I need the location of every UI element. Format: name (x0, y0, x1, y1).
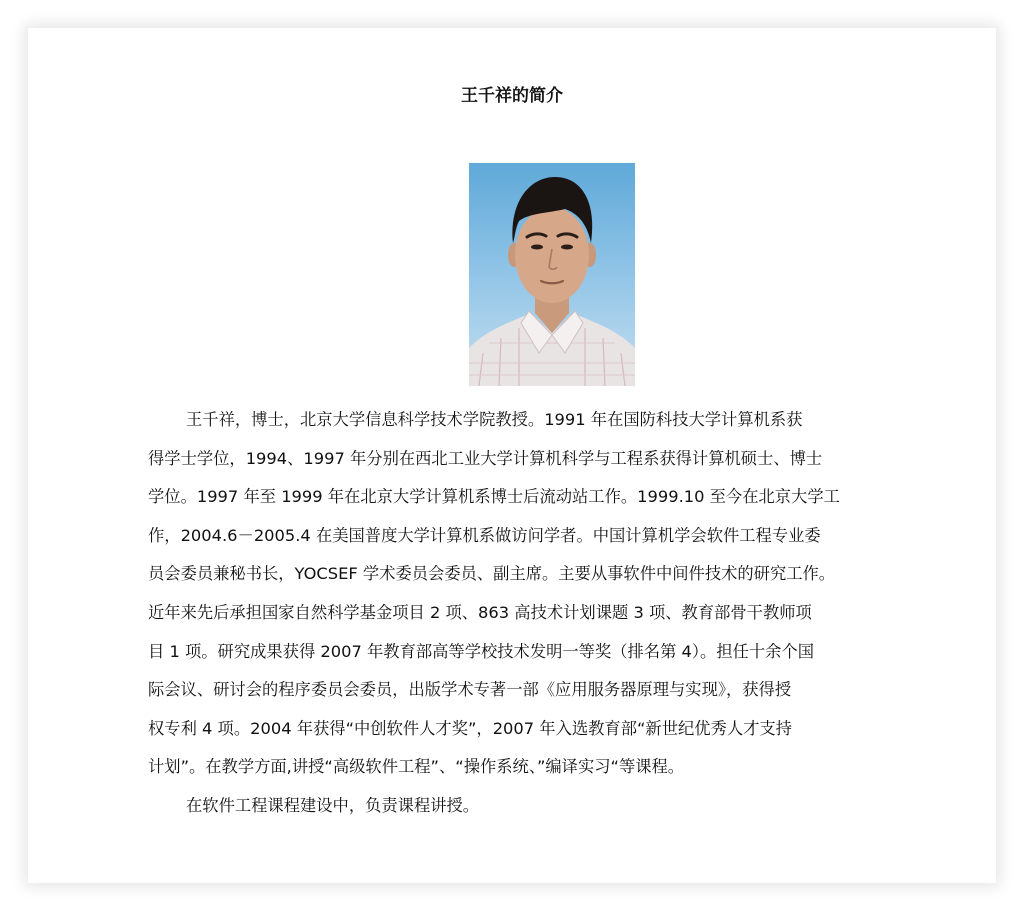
text-line: 计划”。在教学方面,讲授“高级软件工程”、“操作系统、”编译实习“等课程。 (148, 757, 685, 777)
portrait-photo (469, 163, 635, 386)
text-line: 权专利 4 项。2004 年获得“中创软件人才奖”，2007 年入选教育部“新世纪优秀人才支持 (148, 718, 792, 738)
document-title: 王千祥的简介 (461, 86, 563, 106)
document-page (28, 28, 996, 883)
text-line: 王千祥，博士，北京大学信息科学技术学院教授。1991 年在国防科技大学计算机系获 (186, 410, 803, 429)
text-line: 得学士学位，1994、1997 年分别在西北工业大学计算机科学与工程系获得计算机硕士、博士 (148, 448, 823, 468)
text-line: 作，2004.6－2005.4 在美国普度大学计算机系做访问学者。中国计算机学会软件工程专业委 (148, 525, 821, 545)
paragraph-1 (148, 401, 930, 787)
text-line: 学位。1997 年至 1999 年在北京大学计算机系博士后流动站工作。1999.10 至今在北京大学工 (148, 487, 840, 507)
text-line: 际会议、研讨会的程序委员会委员，出版学术专著一部《应用服务器原理与实现》，获得授 (148, 680, 792, 700)
text-line: 近年来先后承担国家自然科学基金项目 2 项、863 高技术计划课题 3 项、教育部骨干教师项 (148, 602, 812, 622)
biography-text (148, 401, 930, 826)
text-line: 目 1 项。研究成果获得 2007 年教育部高等学校技术发明一等奖（排名第 4）。担任十余个国 (148, 641, 815, 661)
text-line: 在软件工程课程建设中，负责课程讲授。 (186, 795, 480, 815)
paragraph-2 (148, 787, 930, 826)
text-line: 员会委员兼秘书长，YOCSEF 学术委员会委员、副主席。主要从事软件中间件技术的研究工作。 (148, 564, 836, 584)
